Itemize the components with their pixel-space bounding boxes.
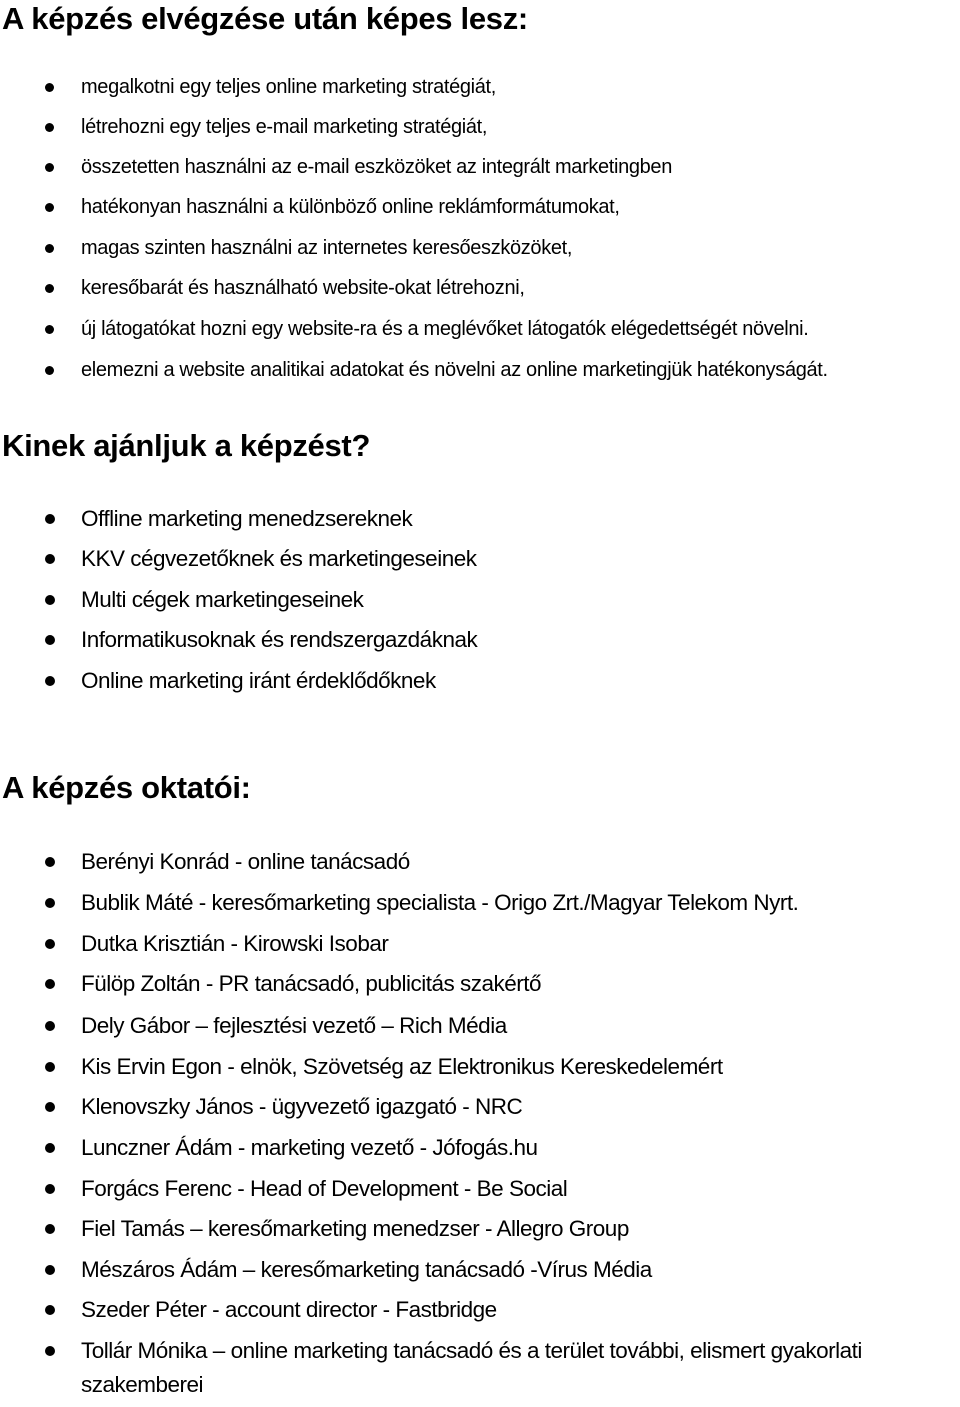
- list-item-text: Informatikusoknak és rendszergazdáknak: [81, 627, 478, 652]
- list-item: [0, 1215, 960, 1255]
- list-item-text: Mészáros Ádám – keresőmarketing tanácsadó -Vírus Média: [81, 1257, 652, 1282]
- list-item: [0, 1134, 960, 1174]
- bullet-icon: [45, 1184, 55, 1194]
- list-item: [0, 1337, 960, 1407]
- list-item: [0, 1093, 960, 1133]
- list-item-text: KKV cégvezetőknek és marketingeseinek: [81, 546, 477, 571]
- list-item-text: hatékonyan használni a különböző online reklámformátumokat,: [81, 196, 620, 218]
- list-item-text: Szeder Péter - account director - Fastbridge: [81, 1297, 497, 1322]
- bullet-icon: [45, 325, 54, 334]
- bullet-icon: [45, 203, 54, 212]
- list-item-text: Dely Gábor – fejlesztési vezető – Rich Média: [81, 1013, 507, 1038]
- bullet-icon: [45, 1102, 55, 1112]
- list-item-text: Tollár Mónika – online marketing tanácsadó és a terület további, elismert gyakorlati: [81, 1338, 862, 1363]
- bullet-icon: [45, 635, 55, 645]
- list-item-text: Lunczner Ádám - marketing vezető - Jófogás.hu: [81, 1135, 538, 1160]
- bullet-icon: [45, 939, 55, 949]
- bullet-icon: [45, 244, 54, 253]
- list-item: [0, 276, 960, 316]
- list-item-text: Bublik Máté - keresőmarketing specialista - Origo Zrt./Magyar Telekom Nyrt.: [81, 890, 799, 915]
- list-item: [0, 1175, 960, 1215]
- list-item-text: megalkotni egy teljes online marketing stratégiát,: [81, 76, 496, 98]
- bullet-icon: [45, 163, 54, 172]
- section-heading-audience: Kinek ajánljuk a képzést?: [2, 428, 371, 463]
- list-item-text: Berényi Konrád - online tanácsadó: [81, 849, 410, 874]
- list-item-text: létrehozni egy teljes e-mail marketing stratégiát,: [81, 116, 488, 138]
- bullet-icon: [45, 1143, 55, 1153]
- list-item: [0, 358, 960, 398]
- list-item: [0, 545, 960, 585]
- bullet-icon: [45, 123, 54, 132]
- list-item: [0, 115, 960, 155]
- list-item: [0, 848, 960, 888]
- list-item: [0, 586, 960, 626]
- bullet-icon: [45, 1265, 55, 1275]
- list-item-text: Offline marketing menedzsereknek: [81, 506, 413, 531]
- list-item: [0, 889, 960, 929]
- list-item-text: Online marketing iránt érdeklődőknek: [81, 668, 436, 693]
- list-item: [0, 970, 960, 1010]
- list-item: [0, 1012, 960, 1052]
- list-item: [0, 1053, 960, 1093]
- section-heading-skills: A képzés elvégzése után képes lesz:: [2, 1, 528, 36]
- list-item: [0, 505, 960, 545]
- bullet-icon: [45, 554, 55, 564]
- bullet-icon: [45, 1346, 55, 1356]
- bullet-icon: [45, 1305, 55, 1315]
- list-item: [0, 626, 960, 666]
- list-item: [0, 1296, 960, 1336]
- list-item-text: új látogatókat hozni egy website-ra és a meglévőket látogatók elégedettségét növelni.: [81, 318, 809, 340]
- list-item-text: Multi cégek marketingeseinek: [81, 587, 364, 612]
- list-item: [0, 75, 960, 115]
- list-item-text: elemezni a website analitikai adatokat és növelni az online marketingjük hatékonyságát.: [81, 359, 828, 381]
- list-item-text: keresőbarát és használható website-okat létrehozni,: [81, 277, 525, 299]
- list-item: [0, 155, 960, 195]
- list-item-text: Klenovszky János - ügyvezető igazgató - NRC: [81, 1094, 523, 1119]
- list-item-text: összetetten használni az e-mail eszközöket az integrált marketingben: [81, 156, 672, 178]
- bullet-icon: [45, 676, 55, 686]
- list-item: [0, 1256, 960, 1296]
- bullet-icon: [45, 284, 54, 293]
- bullet-icon: [45, 366, 54, 375]
- list-item-text: Forgács Ferenc - Head of Development - Be Social: [81, 1176, 568, 1201]
- bullet-icon: [45, 898, 55, 908]
- bullet-icon: [45, 514, 55, 524]
- list-item: [0, 667, 960, 707]
- list-item-text: Dutka Krisztián - Kirowski Isobar: [81, 931, 389, 956]
- list-item-text: magas szinten használni az internetes keresőeszközöket,: [81, 237, 573, 259]
- list-item-continuation: szakemberei: [81, 1372, 204, 1397]
- bullet-icon: [45, 1062, 55, 1072]
- list-item-text: Fiel Tamás – keresőmarketing menedzser - Allegro Group: [81, 1216, 629, 1241]
- section-heading-instructors: A képzés oktatói:: [2, 770, 251, 805]
- bullet-icon: [45, 1021, 55, 1031]
- list-item-text: Kis Ervin Egon - elnök, Szövetség az Elektronikus Kereskedelemért: [81, 1054, 723, 1079]
- list-item: [0, 317, 960, 357]
- list-item-text: Fülöp Zoltán - PR tanácsadó, publicitás szakértő: [81, 971, 541, 996]
- bullet-icon: [45, 1224, 55, 1234]
- bullet-icon: [45, 979, 55, 989]
- list-item: [0, 195, 960, 235]
- bullet-icon: [45, 83, 54, 92]
- list-item: [0, 930, 960, 970]
- list-item: [0, 236, 960, 276]
- bullet-icon: [45, 857, 55, 867]
- bullet-icon: [45, 595, 55, 605]
